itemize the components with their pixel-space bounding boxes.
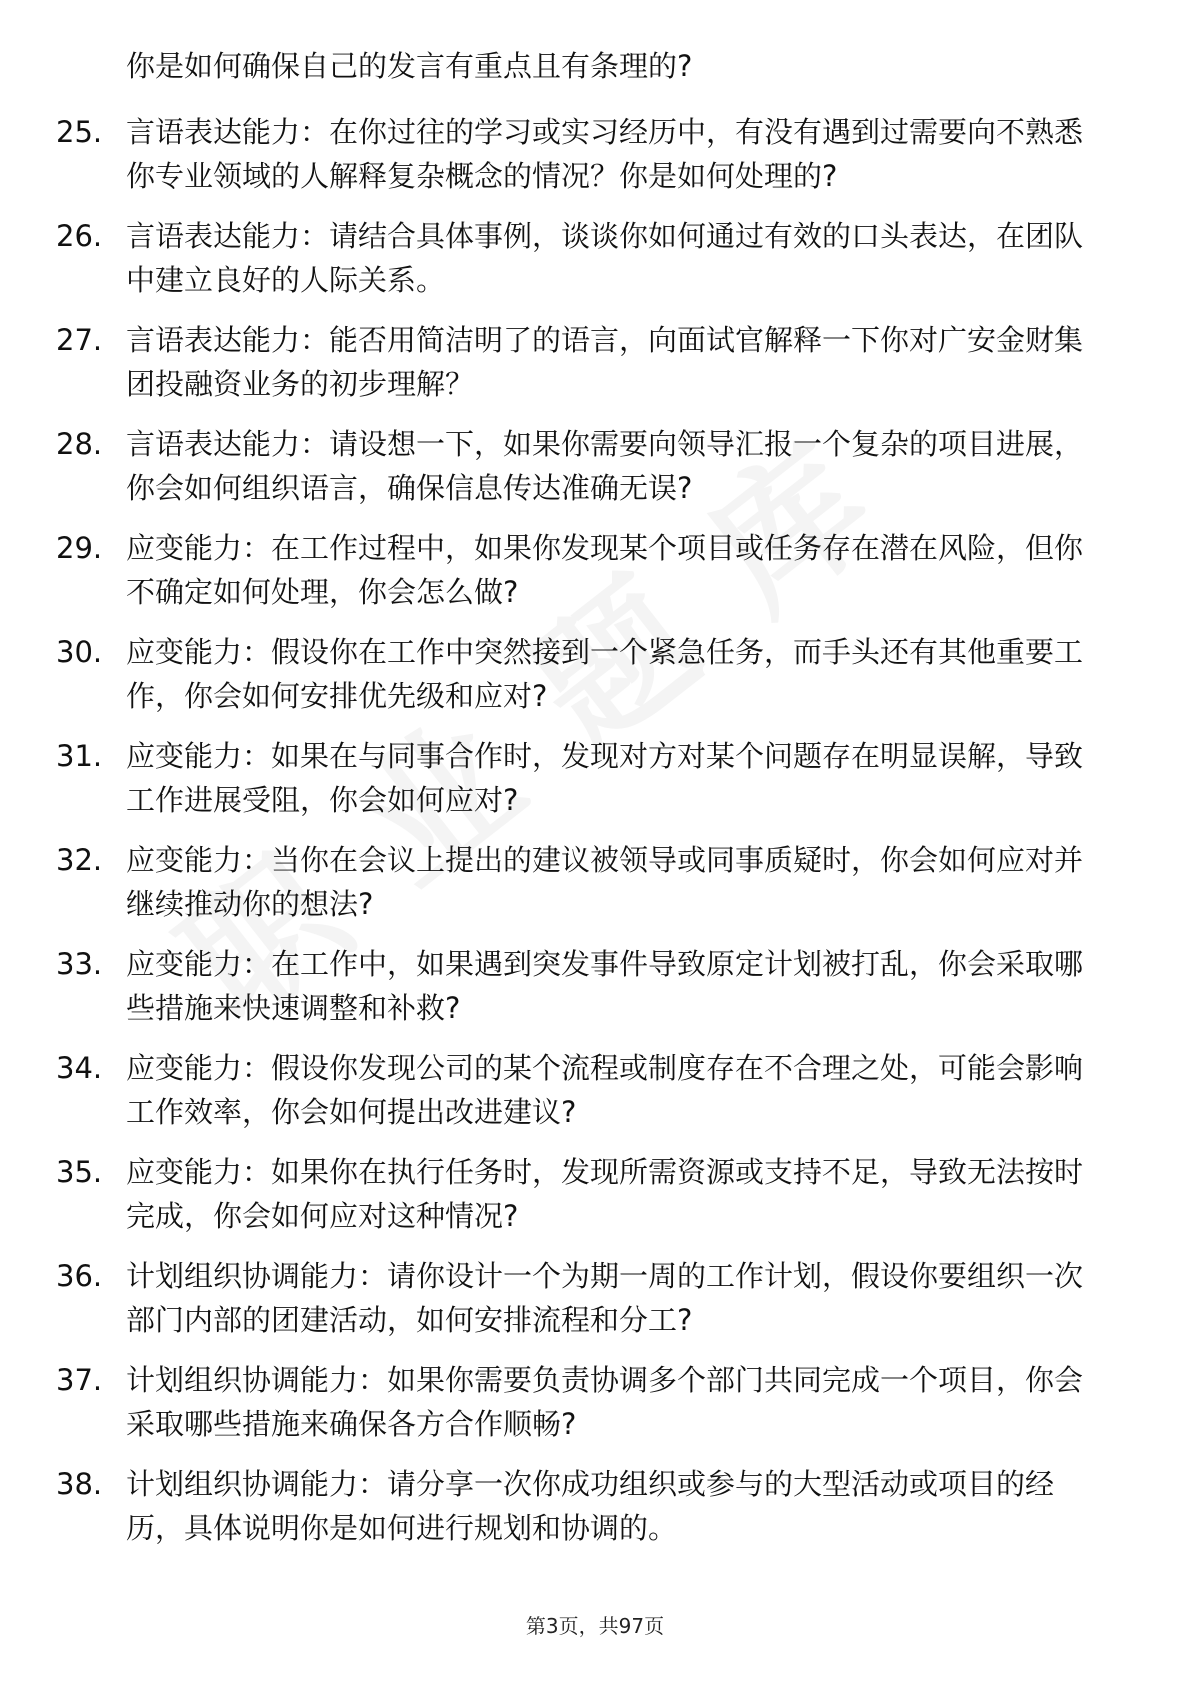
question-number: 26. [56,219,103,253]
question-number: 38. [56,1467,103,1501]
question-number: 37. [56,1363,103,1397]
question-text: 计划组织协调能力：请你设计一个为期一周的工作计划，假设你要组织一次部门内部的团建活动，如何安排流程和分工? [126,1259,1084,1337]
question-text: 计划组织协调能力：如果你需要负责协调多个部门共同完成一个项目，你会采取哪些措施来确保各方合作顺畅? [126,1363,1084,1441]
question-item [56,942,1136,1030]
question-text: 应变能力：在工作过程中，如果你发现某个项目或任务存在潜在风险，但你不确定如何处理，你会怎么做? [126,531,1084,609]
question-item [56,1358,1136,1446]
question-text: 应变能力：假设你在工作中突然接到一个紧急任务，而手头还有其他重要工作，你会如何安排优先级和应对? [126,635,1084,713]
question-text: 计划组织协调能力：请分享一次你成功组织或参与的大型活动或项目的经历，具体说明你是如何进行规划和协调的。 [126,1467,1055,1545]
question-item [56,1046,1136,1134]
question-item [56,214,1136,302]
question-item [56,1150,1136,1238]
question-text: 言语表达能力：在你过往的学习或实习经历中，有没有遇到过需要向不熟悉你专业领域的人解释复杂概念的情况？你是如何处理的? [126,115,1084,193]
question-number: 27. [56,323,103,357]
question-number: 29. [56,531,103,565]
question-item [56,422,1136,510]
question-item [56,1462,1136,1550]
question-number: 34. [56,1051,103,1085]
question-text: 应变能力：当你在会议上提出的建议被领导或同事质疑时，你会如何应对并继续推动你的想法? [126,843,1084,921]
question-item [56,526,1136,614]
question-item [56,630,1136,718]
question-number: 36. [56,1259,103,1293]
question-item [56,734,1136,822]
question-number: 28. [56,427,103,461]
question-list [56,110,1136,1566]
question-number: 31. [56,739,103,773]
question-item [56,1254,1136,1342]
question-item [56,318,1136,406]
question-text: 应变能力：如果在与同事合作时，发现对方对某个问题存在明显误解，导致工作进展受阻，你会如何应对? [126,739,1084,817]
question-number: 33. [56,947,103,981]
question-number: 30. [56,635,103,669]
question-text: 言语表达能力：请设想一下，如果你需要向领导汇报一个复杂的项目进展，你会如何组织语言，确保信息传达准确无误? [126,427,1084,505]
question-text: 应变能力：在工作中，如果遇到突发事件导致原定计划被打乱，你会采取哪些措施来快速调整和补救? [126,947,1084,1025]
question-text: 应变能力：如果你在执行任务时，发现所需资源或支持不足，导致无法按时完成，你会如何应对这种情况? [126,1155,1084,1233]
question-item [56,110,1136,198]
question-text: 言语表达能力：请结合具体事例，谈谈你如何通过有效的口头表达，在团队中建立良好的人际关系。 [126,219,1084,297]
question-number: 25. [56,115,103,149]
question-text: 应变能力：假设你发现公司的某个流程或制度存在不合理之处，可能会影响工作效率，你会如何提出改进建议? [126,1051,1084,1129]
question-number: 32. [56,843,103,877]
question-continuation: 你是如何确保自己的发言有重点且有条理的? [126,49,693,83]
question-item [56,838,1136,926]
question-text: 言语表达能力：能否用简洁明了的语言，向面试官解释一下你对广安金财集团投融资业务的初步理解？ [126,323,1084,401]
question-number: 35. [56,1155,103,1189]
page-number-footer: 第3页，共97页 [525,1614,665,1638]
